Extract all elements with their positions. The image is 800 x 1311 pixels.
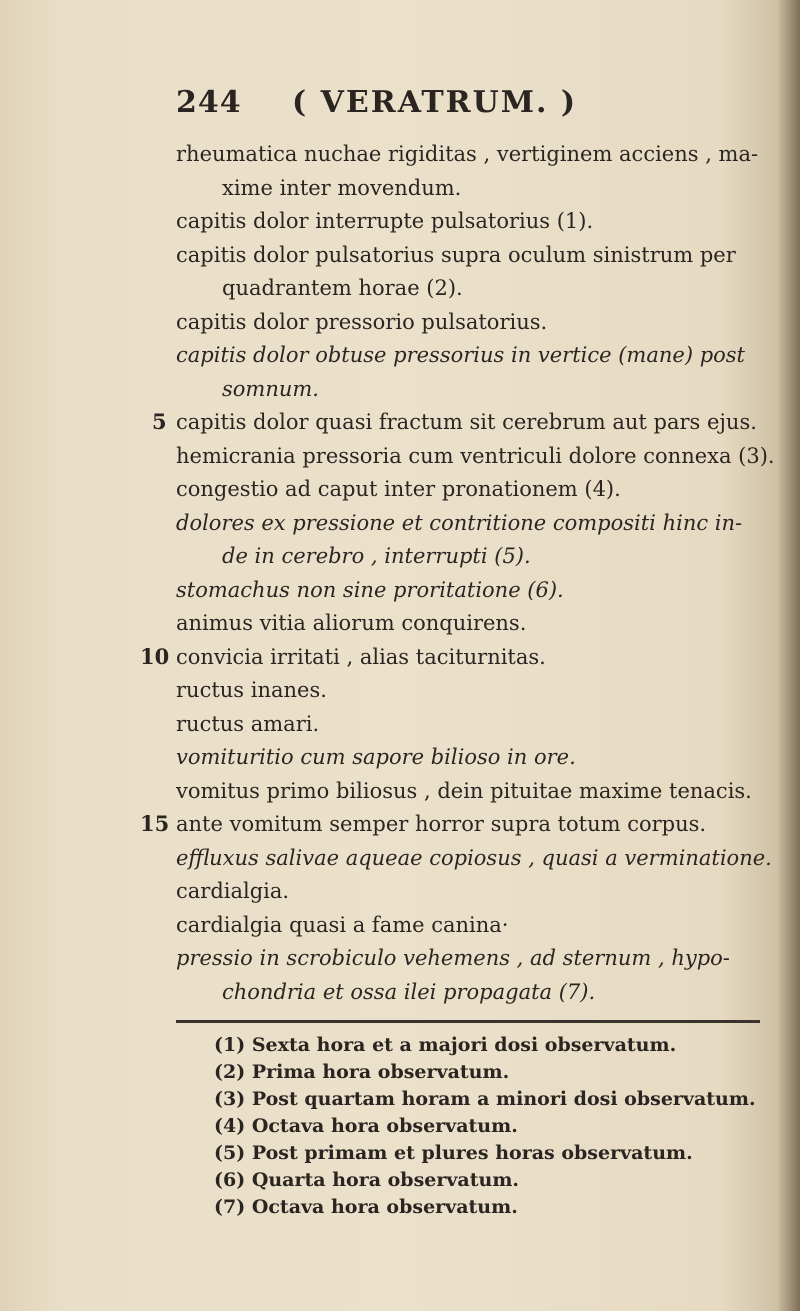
text-line: capitis dolor pressorio pulsatorius. <box>176 309 548 334</box>
footnote-5: (5) Post primam et plures horas observatum. <box>214 1142 693 1164</box>
text-line: quadrantem horae (2). <box>222 276 463 300</box>
text-line: rheumatica nuchae rigiditas , vertiginem acciens , ma- <box>176 142 759 166</box>
text-line: cardialgia quasi a fame canina· <box>176 912 509 937</box>
text-line: somnum. <box>222 376 319 401</box>
text-line: pressio in scrobiculo vehemens , ad sternum , hypo- <box>176 946 730 970</box>
footnote-3: (3) Post quartam horam a minori dosi observatum. <box>214 1088 756 1110</box>
text-line: convicia irritati , alias taciturnitas. <box>176 644 546 669</box>
text-line: ante vomitum semper horror supra totum corpus. <box>176 812 707 836</box>
footnote-7: (7) Octava hora observatum. <box>214 1196 518 1218</box>
line-number: 10 <box>140 643 170 669</box>
text-line: ructus amari. <box>176 711 320 736</box>
text-line: vomituritio cum sapore bilioso in ore. <box>176 745 576 769</box>
footnote-4: (4) Octava hora observatum. <box>214 1115 518 1137</box>
text-line: hemicrania pressoria cum ventriculi dolore connexa (3). <box>176 443 775 468</box>
page-header <box>0 85 800 129</box>
text-line: dolores ex pressione et contritione compositi hinc in- <box>176 510 743 535</box>
footnote-2: (2) Prima hora observatum. <box>214 1061 510 1083</box>
page-edge-shadow <box>778 0 800 1311</box>
text-line: xime inter movendum. <box>222 175 462 200</box>
text-line: congestio ad caput inter pronationem (4). <box>176 477 621 501</box>
text-line: stomachus non sine proritatione (6). <box>176 577 564 602</box>
text-line: capitis dolor pulsatorius supra oculum sinistrum per <box>176 242 736 267</box>
running-title: ( VERATRUM. ) <box>292 85 578 120</box>
text-line: de in cerebro , interrupti (5). <box>222 544 531 568</box>
page-number: 244 <box>176 85 242 120</box>
footnote-6: (6) Quarta hora observatum. <box>214 1169 520 1191</box>
text-line: capitis dolor quasi fractum sit cerebrum aut pars ejus. <box>176 410 757 434</box>
text-line: ructus inanes. <box>176 678 327 702</box>
footnote-rule <box>176 1020 760 1023</box>
text-line: capitis dolor interrupte pulsatorius (1). <box>176 209 594 233</box>
text-line: chondria et ossa ilei propagata (7). <box>222 979 596 1004</box>
line-number: 15 <box>140 811 170 836</box>
line-number: 5 <box>152 409 167 434</box>
text-line: animus vitia aliorum conquirens. <box>176 611 527 635</box>
footnote-1: (1) Sexta hora et a majori dosi observatum. <box>214 1034 677 1056</box>
text-line: cardialgia. <box>176 879 290 903</box>
text-line: effluxus salivae aqueae copiosus , quasi a verminatione. <box>176 845 772 870</box>
text-line: vomitus primo biliosus , dein pituitae maxime tenacis. <box>176 778 752 803</box>
text-line: capitis dolor obtuse pressorius in vertice (mane) post <box>176 343 745 367</box>
